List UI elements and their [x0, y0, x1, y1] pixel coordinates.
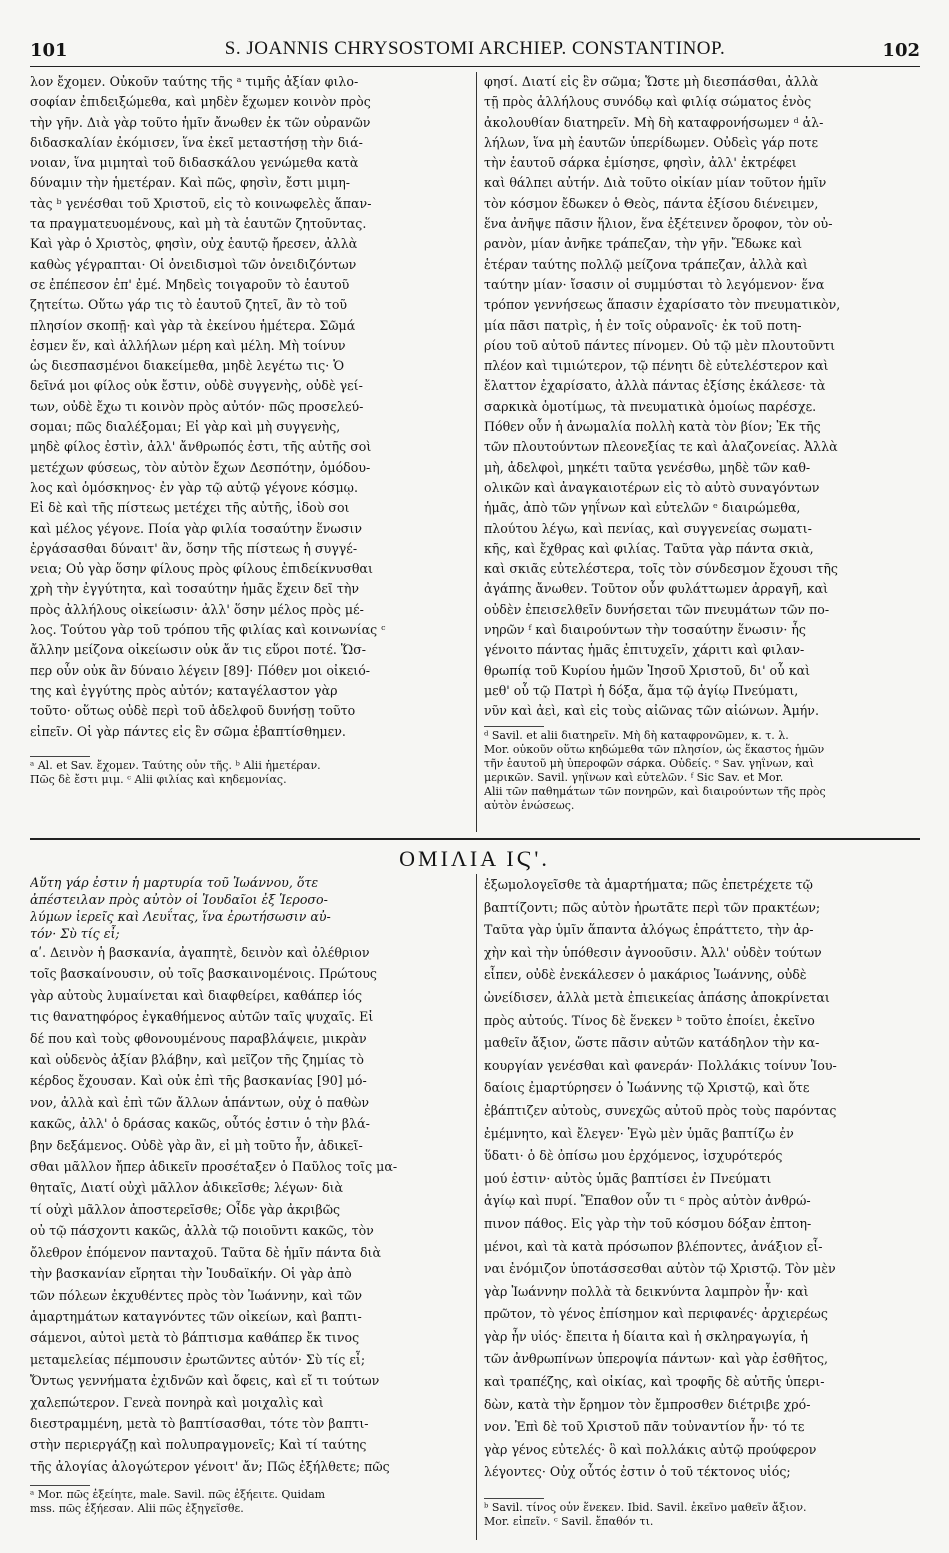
- text-line: τις θανατηφόρος ἐγκαθήμενος αὐτῶν ταῖς ψυχαῖς. Εἰ: [30, 1009, 374, 1025]
- homily-title: ΟΜΙΛΙΑ ΙϚ'.: [399, 846, 550, 871]
- text-line: Ταῦτα γὰρ ὑμῖν ἅπαντα ἀλόγως ἐπράττετο, τὴν ἀρ-: [484, 922, 814, 938]
- text-line: σάμενοι, αὐτοὶ μετὰ τὸ βάπτισμα καθάπερ ἔκ τινος: [30, 1330, 360, 1346]
- text-line: τὴν γῆν. Διὰ γὰρ τοῦτο ἡμῖν ἄνωθεν ἐκ τῶν οὐρανῶν: [30, 114, 371, 130]
- text-line: καὶ τραπέζης, καὶ οἰκίας, καὶ τροφῆς δὲ αὐτῆς ὑπερι-: [484, 1374, 825, 1390]
- text-line: πρὸς αὐτούς. Τίνος δὲ ἕνεκεν ᵇ τοῦτο ἐποίει, ἐκεῖνο: [484, 1012, 815, 1028]
- text-line: χαλεπώτερον. Γενεὰ πονηρὰ καὶ μοιχαλὶς καὶ: [30, 1394, 324, 1410]
- text-line: σθαι μᾶλλον ἤπερ ἀδικεῖν προσέταξεν ὁ Παῦλος τοῖς μα-: [30, 1159, 398, 1175]
- text-line: μαθεῖν ἄξιον, ὥστε πᾶσιν αὐτῶν κατάδηλον τὴν κα-: [484, 1035, 820, 1051]
- footnotes: [484, 729, 920, 813]
- text-line: κακῶς, ἀλλ' ὁ δράσας κακῶς, οὗτός ἐστιν ὁ τὴν βλά-: [30, 1116, 370, 1132]
- text-line: ναι ἐνόμιζον ὑποτάσσεσθαι αὐτὸν τῷ Χριστῷ. Τὸν μὲν: [484, 1261, 836, 1277]
- text-line: ταύτην μίαν· ἴσασιν οἱ συμμύσται τὸ λεγόμενον· ἕνα: [484, 276, 825, 292]
- bottom-left-column: [30, 874, 468, 1516]
- text-line: μία πᾶσι πατρὶς, ἡ ἐν τοῖς οὐρανοῖς· ἐκ τοῦ ποτη-: [484, 317, 802, 333]
- column-divider-top: [476, 72, 477, 832]
- text-line: κέρδος ἔχουσαν. Καὶ οὐκ ἐπὶ τῆς βασκανίας [90] μό-: [30, 1073, 367, 1089]
- text-line: δέ που καὶ τοὺς φθονουμένους παραβλάψειε, μικρὰν: [30, 1030, 367, 1046]
- text-line: ὕδατι· ὁ δὲ ὀπίσω μου ἐρχόμενος, ἰσχυρότερός: [484, 1148, 783, 1164]
- text-line: μεταμελείας πέμπουσιν ἐρωτῶντες αὐτόν· Σὺ τίς εἶ;: [30, 1351, 366, 1367]
- lead-line: Αὕτη γάρ ἐστιν ἡ μαρτυρία τοῦ Ἰωάννου, ὅτε: [30, 875, 319, 890]
- text-line: ἁγίῳ καὶ πυρί. Ἔπαθον οὖν τι ᶜ πρὸς αὐτὸν ἀνθρώ-: [484, 1193, 811, 1209]
- footnote-line: mss. πῶς ἐξήεσαν. Alii πῶς ἐξηγεῖσθε.: [30, 1502, 244, 1516]
- text-line: εἰπεῖν. Οἱ γὰρ πάντες εἰς ἓν σῶμα ἐβαπτίσθημεν.: [30, 723, 346, 739]
- text-line: λέγοντες· Οὐχ οὗτός ἐστιν ὁ τοῦ τέκτονος υἱός;: [484, 1464, 791, 1480]
- text-line: τὴν ἑαυτοῦ σάρκα ἐμίσησε, φησὶν, ἀλλ' ἐκτρέφει: [484, 155, 797, 171]
- text-line: χὴν καὶ τὴν ὑπόθεσιν ἀγνοοῦσιν. Ἀλλ' οὐδὲν τούτων: [484, 944, 822, 960]
- text-line: νον, ἀλλὰ καὶ ἐπὶ τῶν ἄλλων ἁπάντων, οὐχ ὁ παθὼν: [30, 1094, 370, 1110]
- text-line: της καὶ ἐγγύτης πρὸς αὐτόν; καταγέλαστον γὰρ: [30, 682, 338, 698]
- text-line: ὄλεθρον ἑπόμενον πανταχοῦ. Ταῦτα δὲ ἡμῖν πάντα διὰ: [30, 1244, 381, 1260]
- text-line: Καὶ γὰρ ὁ Χριστὸς, φησὶν, οὐχ ἑαυτῷ ἤρεσεν, ἀλλὰ: [30, 236, 358, 252]
- text-line: των, οὐδὲ ἔχω τι κοινὸν πρὸς αὐτόν· πῶς προσελεύ-: [30, 398, 364, 414]
- text-line: Εἰ δὲ καὶ τῆς πίστεως μετέχει τῆς αὐτῆς, ἰδοὺ σοι: [30, 500, 350, 516]
- text-line: ἐξωμολογεῖσθε τὰ ἁμαρτήματα; πῶς ἐπετρέχετε τῷ: [484, 877, 813, 892]
- text-line: αʹ. Δεινὸν ἡ βασκανία, ἀγαπητὲ, δεινὸν καὶ ὀλέθριον: [30, 945, 370, 960]
- text-line: ἀγάπης ἄνωθεν. Τοῦτον οὖν φυλάττωμεν ἀρραγῆ, καὶ: [484, 581, 829, 597]
- footnote-line: ᵇ Savil. τίνος οὖν ἕνεκεν. Ibid. Savil. ἐκεῖνο μαθεῖν ἄξιον.: [484, 1501, 807, 1515]
- text-line: εἶπεν, οὐδὲ ἐνεκάλεσεν ὁ μακάριος Ἰωάννης, οὐδὲ: [484, 967, 807, 983]
- lead-line: ἀπέστειλαν πρὸς αὐτὸν οἱ Ἰουδαῖοι ἐξ Ἱεροσο-: [30, 892, 328, 907]
- right-page-number: 102: [882, 40, 920, 61]
- text-line: πινον πάθος. Εἰς γὰρ τὴν τοῦ κόσμου δόξαν ἐπτοη-: [484, 1215, 812, 1231]
- text-line: ὠνείδισεν, ἀλλὰ μετὰ ἐπιεικείας ἁπάσης ἀποκρίνεται: [484, 989, 830, 1005]
- text-line: μετέχων φύσεως, τὸν αὐτὸν ἔχων Δεσπότην, ὁμόδου-: [30, 459, 371, 475]
- text-line: βην δεξάμενος. Οὐδὲ γὰρ ἂν, εἰ μὴ τοῦτο ἦν, ἀδικεῖ-: [30, 1137, 363, 1153]
- text-line: γὰρ γένος εὐτελές· ὃ καὶ πολλάκις αὐτῷ προύφερον: [484, 1441, 817, 1457]
- text-line: ρανὸν, μίαν ἀνῆκε τράπεζαν, τὴν γῆν. Ἔδωκε καὶ: [484, 236, 803, 252]
- top-left-column: [30, 72, 468, 787]
- footnote-line: ᵃ Mor. πῶς ἐξείητε, male. Savil. πῶς ἐξήειτε. Quidam: [30, 1488, 326, 1502]
- text-line: μού ἐστιν· αὐτὸς ὑμᾶς βαπτίσει ἐν Πνεύματι: [484, 1170, 772, 1186]
- text-line: μὴ, ἀδελφοὶ, μηκέτι ταῦτα γενέσθω, μηδὲ τῶν καθ-: [484, 459, 811, 475]
- text-line: τοῦτο· οὕτως οὐδὲ περὶ τοῦ ἀδελφοῦ δυνήσῃ τοῦτο: [30, 703, 356, 719]
- text-line: τῶν ἀνθρωπίνων ὑπεροψία πάντων· καὶ γὰρ ἐσθῆτος,: [484, 1351, 829, 1367]
- top-right-column: [484, 72, 920, 813]
- footnote-line: μερικῶν. Savil. γηΐνων καὶ εὐτελῶν. ᶠ Sic Sav. et Mor.: [484, 770, 784, 784]
- footnote-rule: [484, 726, 544, 727]
- footnote-rule: [30, 1485, 90, 1486]
- text-line: νεια; Οὐ γὰρ ὅσην φίλους πρὸς φίλους ἐπιδείκνυσθαι: [30, 561, 373, 577]
- text-line: καθὼς γέγραπται· Οἱ ὀνειδισμοὶ τῶν ὀνειδιζόντων: [30, 256, 357, 272]
- text-line: πλησίον σκοπῇ· καὶ γὰρ τὰ ἐκείνου ἡμέτερα. Σῶμά: [30, 317, 356, 333]
- text-line: ρίου τοῦ αὐτοῦ πάντες πίνομεν. Οὐ τῷ μὲν πλουτοῦντι: [484, 337, 836, 353]
- text-line: περ οὖν οὐκ ἂν δύναιο λέγειν [89]· Πόθεν μοι οἰκειό-: [30, 662, 371, 678]
- text-line: διδασκαλίαν ἐκόμισεν, ἵνα ἐκεῖ μεταστήσῃ τὴν διά-: [30, 134, 363, 150]
- text-line: καὶ οὐδενὸς ἀξίαν βλάβην, καὶ μεῖζον τῆς ζημίας τὸ: [30, 1052, 364, 1068]
- footnote-line: Πῶς δὲ ἔστι μιμ. ᶜ Alii φιλίας καὶ κηδεμονίας.: [30, 772, 287, 786]
- text-line: γένοιτο πάντας ἡμᾶς ἐπιτυχεῖν, χάριτι καὶ φιλαν-: [484, 642, 805, 658]
- footnote-rule: [484, 1498, 544, 1499]
- text-line: Ὄντως γεννήματα ἐχιδνῶν καὶ ὄφεις, καὶ εἴ τι τούτων: [30, 1373, 380, 1389]
- text-line: νῦν καὶ ἀεὶ, καὶ εἰς τοὺς αἰῶνας τῶν αἰώνων. Ἀμήν.: [484, 703, 819, 719]
- text-line: κῆς, καὶ ἔχθρας καὶ φιλίας. Ταῦτα γὰρ πάντα σκιὰ,: [484, 540, 814, 556]
- text-line: τῶν πλουτούντων πλεονεξίας τε καὶ ἀλαζονείας. Ἀλλὰ: [484, 439, 838, 455]
- text-line: γὰρ ἦν υἱός· ἔπειτα ἡ δίαιτα καὶ ἡ σκληραγωγία, ἡ: [484, 1328, 808, 1344]
- text-line: ἐμέμνητο, καὶ ἔλεγεν· Ἐγὼ μὲν ὑμᾶς βαπτίζω ἐν: [484, 1125, 794, 1141]
- text-line: δεῖνά μοι φίλος οὐκ ἔστιν, οὐδὲ συγγενὴς, οὐδὲ γεί-: [30, 378, 363, 394]
- text-line: μηδὲ φίλος ἐστὶν, ἀλλ' ἄνθρωπός ἐστι, τῆς αὐτῆς σοὶ: [30, 439, 372, 455]
- footnotes: [30, 1488, 468, 1516]
- text-line: στὴν περιεργάζῃ καὶ πολυπραγμονεῖς; Καὶ τί ταύτης: [30, 1437, 367, 1453]
- footnote-line: Alii τῶν παθημάτων τῶν πονηρῶν, καὶ διαιρούντων τῆς πρὸς: [484, 784, 826, 798]
- text-line: φησί. Διατί εἰς ἓν σῶμα; Ὥστε μὴ διεσπάσθαι, ἀλλὰ: [484, 74, 819, 89]
- text-line: τί οὐχὶ μᾶλλον ἀποστερεῖσθε; Οἶδε γὰρ ἀκριβῶς: [30, 1201, 341, 1217]
- text-line: ἐβάπτιζεν αὐτοὺς, συνεχῶς αὐτοῦ πρὸς τοὺς παρόντας: [484, 1102, 837, 1118]
- footnote-line: αὐτὸν ἑνώσεως.: [484, 798, 575, 812]
- footnotes: [484, 1501, 920, 1529]
- lead-line: τόν· Σὺ τίς εἶ;: [30, 926, 120, 941]
- text-line: ἑτέραν ταύτης πολλῷ μείζονα τράπεζαν, ἀλλὰ καὶ: [484, 256, 808, 272]
- text-line: τοῖς βασκαίνουσιν, οὐ τοῖς βασκαινομένοις. Πρώτους: [30, 966, 377, 982]
- text-line: θρωπίᾳ τοῦ Κυρίου ἡμῶν Ἰησοῦ Χριστοῦ, δι' οὗ καὶ: [484, 662, 811, 678]
- footnote-line: Mor. εἰπεῖν. ᶜ Savil. ἔπαθόν τι.: [484, 1515, 654, 1529]
- column-divider-bottom: [476, 874, 477, 1540]
- text-line: πλέον καὶ τιμιώτερον, τῷ πένητι δὲ εὐτελέστερον καὶ: [484, 358, 829, 374]
- text-line: τῆς ἀλογίας ἀλογώτερον γένοιτ' ἄν; Πῶς ἐξήλθετε; πῶς: [30, 1458, 390, 1474]
- text-line: χρὴ τὴν ἐγγύτητα, καὶ τοσαύτην ἡμᾶς ἔχειν δεῖ τὴν: [30, 581, 360, 597]
- text-line: λος. Τούτου γὰρ τοῦ τρόπου τῆς φιλίας καὶ κοινωνίας ᶜ: [30, 622, 386, 638]
- text-line: μένοι, καὶ τὰ κατὰ πρόσωπον βλέποντες, ἀνάξιον εἶ-: [484, 1238, 823, 1254]
- section-rule: [30, 838, 920, 840]
- text-line: ὡς διεσπασμένοι διακείμεθα, μηδὲ λεγέτω τις· Ὁ: [30, 358, 345, 374]
- text-line: ἕνα ἀνῆψε πᾶσιν ἥλιον, ἕνα ἐξέτεινεν ὄροφον, τὸν οὐ-: [484, 216, 833, 232]
- text-line: νοιαν, ἵνα μιμηταὶ τοῦ διδασκάλου γενώμεθα κατὰ: [30, 155, 359, 171]
- text-line: ζητείτω. Οὕτω γάρ τις τὸ ἑαυτοῦ ζητεῖ, ἂν τὸ τοῦ: [30, 297, 348, 313]
- text-line: ἐσμεν ἕν, καὶ ἀλλήλων μέρη καὶ μέλη. Μὴ τοίνυν: [30, 337, 346, 353]
- text-line: μεθ' οὗ τῷ Πατρὶ ἡ δόξα, ἅμα τῷ ἁγίῳ Πνεύματι,: [484, 682, 799, 698]
- text-line: τρόπον γεννήσεως ἅπασιν ἐχαρίσατο τὸν πνευματικὸν,: [484, 297, 841, 313]
- text-line: ἡμᾶς, ἀπὸ τῶν γηΐνων καὶ εὐτελῶν ᵉ διαιρώμεθα,: [484, 500, 801, 516]
- text-line: λος καὶ ὁμόσκηνος· ἐν γὰρ τῷ αὐτῷ γέγονε κόσμῳ.: [30, 479, 358, 495]
- text-line: καὶ μέλος γέγονε. Ποία γὰρ φιλία τοσαύτην ἕνωσιν: [30, 520, 362, 536]
- text-line: νον. Ἐπὶ δὲ τοῦ Χριστοῦ πᾶν τοὐναντίον ἦν· τό τε: [484, 1419, 805, 1435]
- footnote-rule: [30, 756, 90, 757]
- text-line: δὼν, κατὰ τὴν ἔρημον τὸν ἔμπροσθεν διέτριβε χρό-: [484, 1396, 811, 1412]
- text-line: κουργίαν γενέσθαι καὶ φανεράν· Πολλάκις τοίνυν Ἰου-: [484, 1057, 837, 1073]
- text-line: λήλων, ἵνα μὴ ἑαυτῶν ὑπερίδωμεν. Οὐδεὶς γάρ ποτε: [484, 134, 818, 150]
- text-line: τῇ πρὸς ἀλλήλους συνόδῳ καὶ φιλίᾳ σώματος ἑνὸς: [484, 94, 812, 110]
- text-line: Πόθεν οὖν ἡ ἀνωμαλία πολλὴ κατὰ τὸν βίον; Ἐκ τῆς: [484, 419, 821, 435]
- footnote-line: ᵈ Savil. et alii διατηρεῖν. Μὴ δὴ καταφρονῶμεν, κ. τ. λ.: [484, 728, 789, 742]
- text-line: βαπτίζοντι; πῶς αὐτὸν ἠρωτᾶτε περὶ τῶν πρακτέων;: [484, 899, 821, 915]
- page-header: [30, 36, 920, 67]
- text-line: τῶν πόλεων ἐκχυθέντες πρὸς τὸν Ἰωάννην, καὶ τῶν: [30, 1287, 363, 1303]
- bottom-right-column: [484, 874, 920, 1529]
- text-line: καὶ σκιᾶς εὐτελέστερα, τοῖς τὸν σύνδεσμον ἔχουσι τῆς: [484, 561, 838, 577]
- text-line: θηταῖς, Διατί οὐχὶ μᾶλλον ἀδικεῖσθε; λέγων· διὰ: [30, 1180, 344, 1196]
- text-line: ἄλλην μείζονα οἰκείωσιν οὐκ ἄν τις εὕροι ποτέ. Ὥσ-: [30, 642, 367, 658]
- footnote-line: Mor. οὐκοῦν οὕτω κηδώμεθα τῶν πλησίον, ὡς ἕκαστος ἡμῶν: [484, 742, 825, 756]
- running-title: S. JOANNIS CHRYSOSTOMI ARCHIEP. CONSTANTINOP.: [224, 38, 726, 59]
- text-line: πρὸς ἀλλήλους οἰκείωσιν· ἀλλ' ὅσην μέλος πρὸς μέ-: [30, 601, 364, 617]
- text-line: σε ἐπέπεσον ἐπ' ἐμέ. Μηδεὶς τοιγαροῦν τὸ ἑαυτοῦ: [30, 276, 350, 292]
- text-line: δαίοις ἐμαρτύρησεν ὁ Ἰωάννης τῷ Χριστῷ, καὶ ὅτε: [484, 1080, 810, 1096]
- text-line: καὶ θάλπει αὐτήν. Διὰ τοῦτο οἰκίαν μίαν τοῦτον ἡμῖν: [484, 175, 827, 191]
- text-line: διεστραμμένη, μετὰ τὸ βαπτίσασθαι, τότε τὸν βαπτι-: [30, 1415, 369, 1431]
- text-line: νηρῶν ᶠ καὶ διαιρούντων τὴν τοσαύτην ἕνωσιν· ἧς: [484, 622, 806, 638]
- footnote-line: τῆν ἑαυτοῦ μὴ ὑπεροφῶν σάρκα. Οὐδείς. ᵉ Sav. γηΐνων, καὶ: [484, 756, 814, 770]
- footnote-line: ᵃ Al. et Sav. ἔχομεν. Ταύτης οὖν τῆς. ᵇ Alii ἡμετέραν.: [30, 758, 321, 772]
- text-line: πρῶτον, τὸ γένος ἐπίσημον καὶ περιφανές· ἀρχιερέως: [484, 1306, 828, 1322]
- text-line: σοφίαν ἐπιδειξώμεθα, καὶ μηδὲν ἔχωμεν κοινὸν πρὸς: [30, 94, 371, 110]
- text-line: σομαι; πῶς διαλέξομαι; Εἰ γὰρ καὶ μὴ συγγενὴς,: [30, 419, 341, 435]
- left-page-number: 101: [30, 40, 68, 61]
- lead-line: λύμων ἱερεῖς καὶ Λευΐτας, ἵνα ἐρωτήσωσιν αὐ-: [30, 909, 331, 924]
- text-line: οὐδὲν ἐπεισελθεῖν δυνήσεται τῶν πνευμάτων τῶν πο-: [484, 601, 830, 617]
- text-line: πλούτου λέγω, καὶ πενίας, καὶ συγγενείας σωματι-: [484, 520, 812, 536]
- footnotes: [30, 759, 468, 787]
- text-line: ολικῶν καὶ ἀναγκαιοτέρων εἰς τὸ αὐτὸ συναγόντων: [484, 479, 820, 495]
- text-line: γὰρ αὐτοὺς λυμαίνεται καὶ διαφθείρει, καθάπερ ἰός: [30, 987, 363, 1003]
- text-line: ἔλαττον ἐχαρίσατο, ἀλλὰ πάντας ἐξίσης ἐκάλεσε· τὰ: [484, 378, 826, 394]
- text-line: τὰς ᵇ γενέσθαι τοῦ Χριστοῦ, εἰς τὸ κοινωφελὲς ἅπαν-: [30, 195, 372, 211]
- text-line: δύναμιν τὴν ἡμετέραν. Καὶ πῶς, φησὶν, ἔστι μιμη-: [30, 175, 351, 191]
- text-line: λον ἔχομεν. Οὐκοῦν ταύτης τῆς ᵃ τιμῆς ἀξίαν φιλο-: [30, 74, 359, 89]
- text-line: οὐ τῷ πάσχοντι κακῶς, ἀλλὰ τῷ ποιοῦντι κακῶς, τὸν: [30, 1223, 374, 1239]
- text-line: τα πραγματευομένους, καὶ μὴ τὰ ἑαυτῶν ζητοῦντας.: [30, 216, 367, 232]
- text-line: γὰρ Ἰωάννην πολλὰ τὰ δεικνύντα λαμπρὸν ἦν· καὶ: [484, 1283, 809, 1299]
- text-line: ἐργάσασθαι δύναιτ' ἂν, ὅσην τῆς πίστεως ἡ συγγέ-: [30, 540, 358, 556]
- text-line: ἁμαρτημάτων καταγνόντες τῶν οἰκείων, καὶ βαπτι-: [30, 1308, 362, 1324]
- text-line: σαρκικὰ ὁμοτίμως, τὰ πνευματικὰ ὁμοίως παρέσχε.: [484, 398, 817, 414]
- text-line: τὴν βασκανίαν εἴρηται τὴν Ἰουδαϊκήν. Οἱ γὰρ ἀπὸ: [30, 1266, 352, 1282]
- text-line: ἀκολουθίαν διατηρεῖν. Μὴ δὴ καταφρονήσωμεν ᵈ ἀλ-: [484, 114, 824, 130]
- text-line: τὸν κόσμον ἔδωκεν ὁ Θεὸς, πάντα ἐξίσου διένειμεν,: [484, 195, 819, 211]
